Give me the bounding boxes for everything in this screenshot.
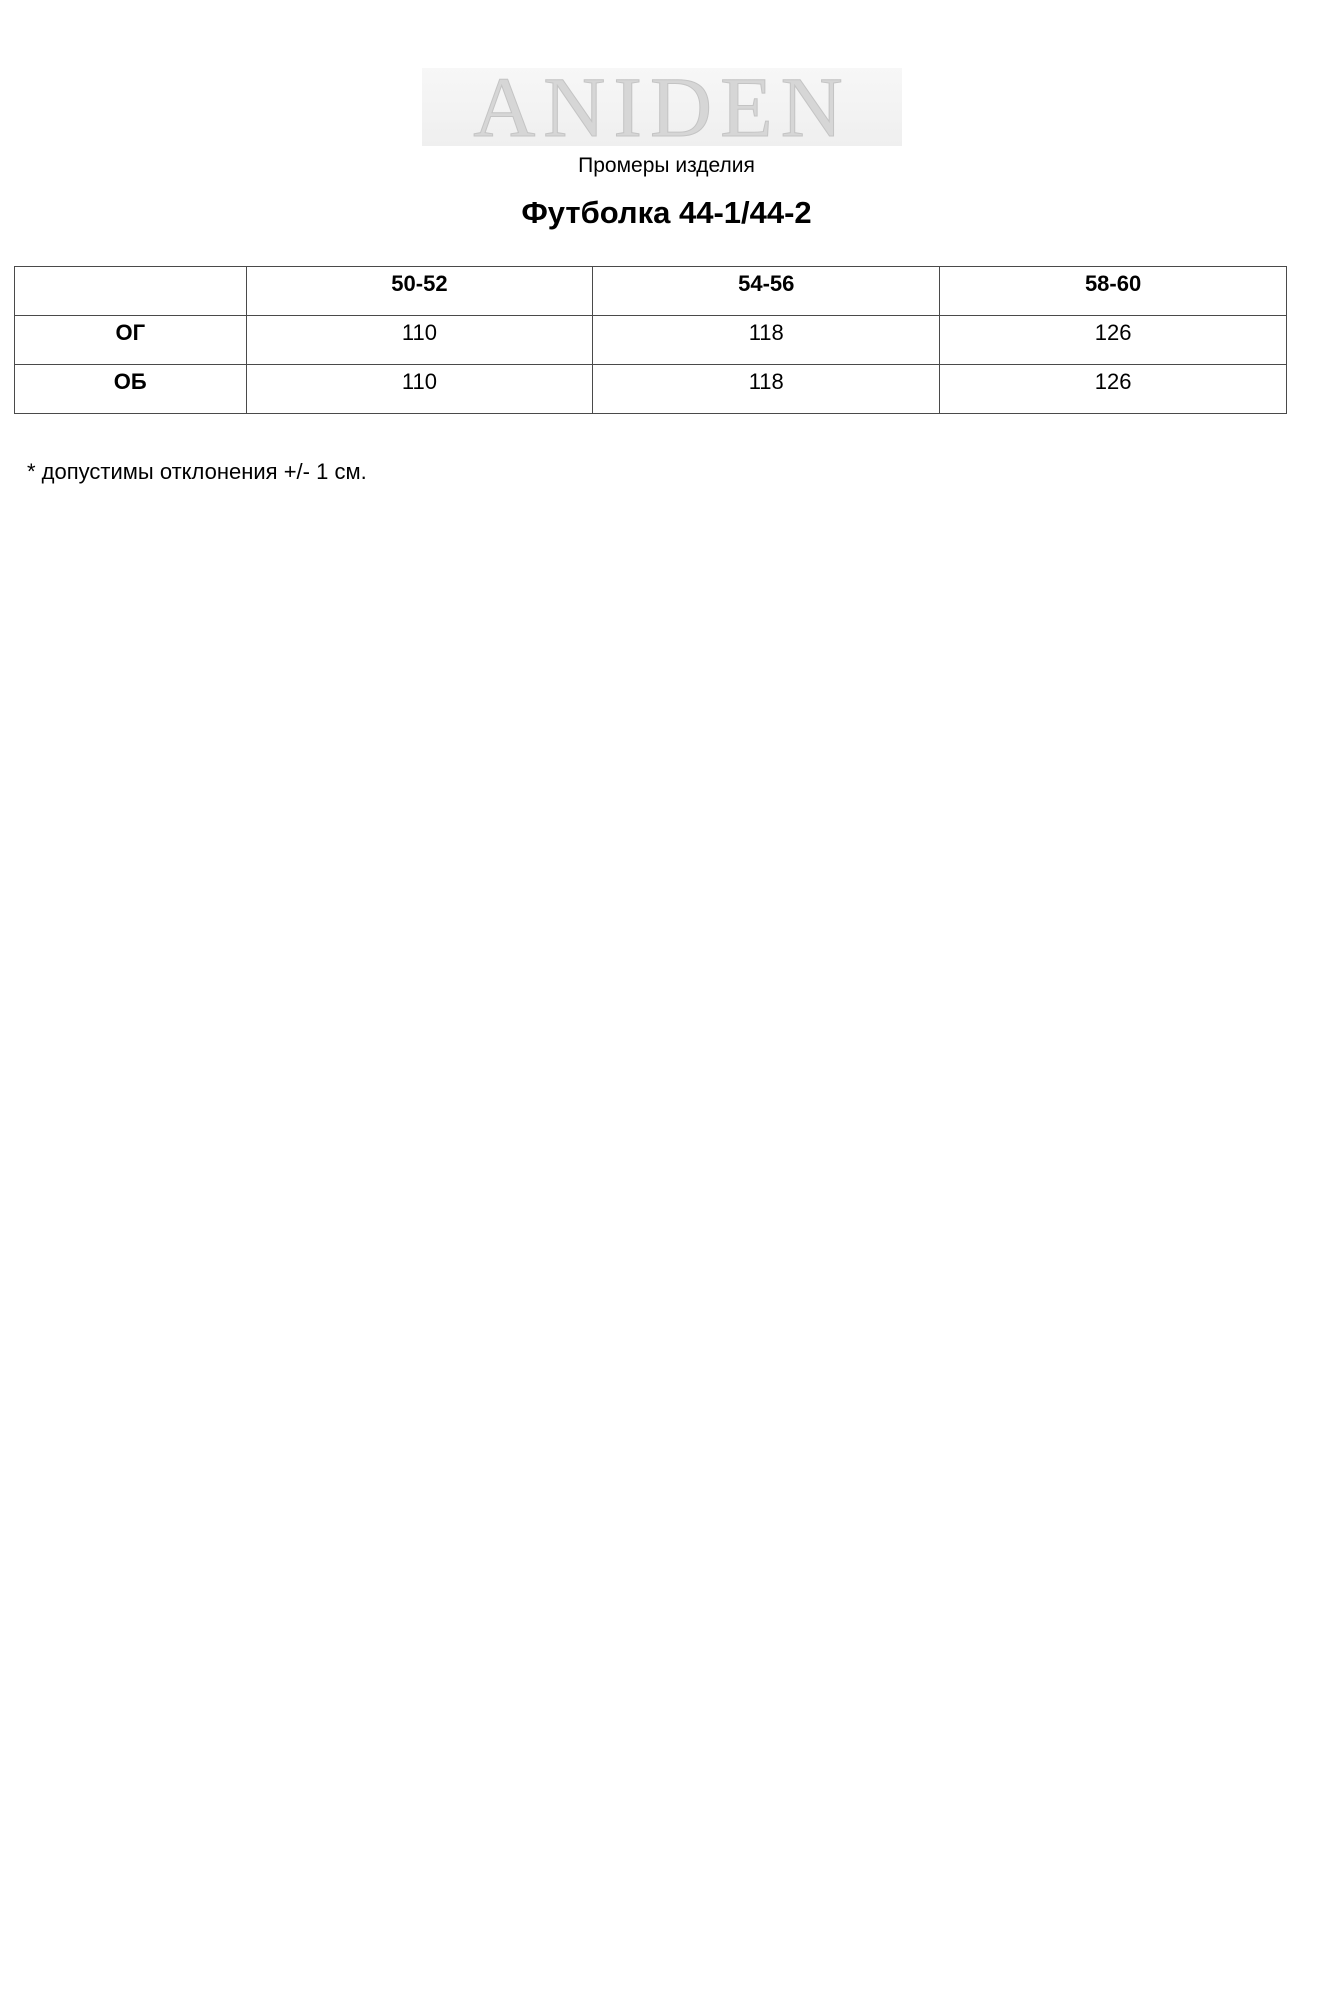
table-cell: 126	[940, 316, 1287, 365]
size-table	[14, 266, 1287, 414]
brand-logo-text: ANIDEN	[473, 59, 851, 155]
table-cell: 126	[940, 365, 1287, 414]
page-subtitle: Промеры изделия	[578, 154, 755, 177]
table-cell: 118	[593, 316, 940, 365]
row-header: ОБ	[15, 365, 247, 414]
table-header-row	[15, 267, 1287, 316]
table-row	[15, 365, 1287, 414]
row-header: ОГ	[15, 316, 247, 365]
table-row	[15, 316, 1287, 365]
brand-logo	[422, 59, 902, 155]
column-header: 58-60	[940, 267, 1287, 316]
table-cell: 110	[246, 365, 593, 414]
column-header: 54-56	[593, 267, 940, 316]
tolerance-footnote: * допустимы отклонения +/- 1 см.	[27, 459, 367, 484]
page-title: Футболка 44-1/44-2	[521, 195, 812, 230]
table-corner-cell	[15, 267, 247, 316]
table-cell: 118	[593, 365, 940, 414]
column-header: 50-52	[246, 267, 593, 316]
table-cell: 110	[246, 316, 593, 365]
